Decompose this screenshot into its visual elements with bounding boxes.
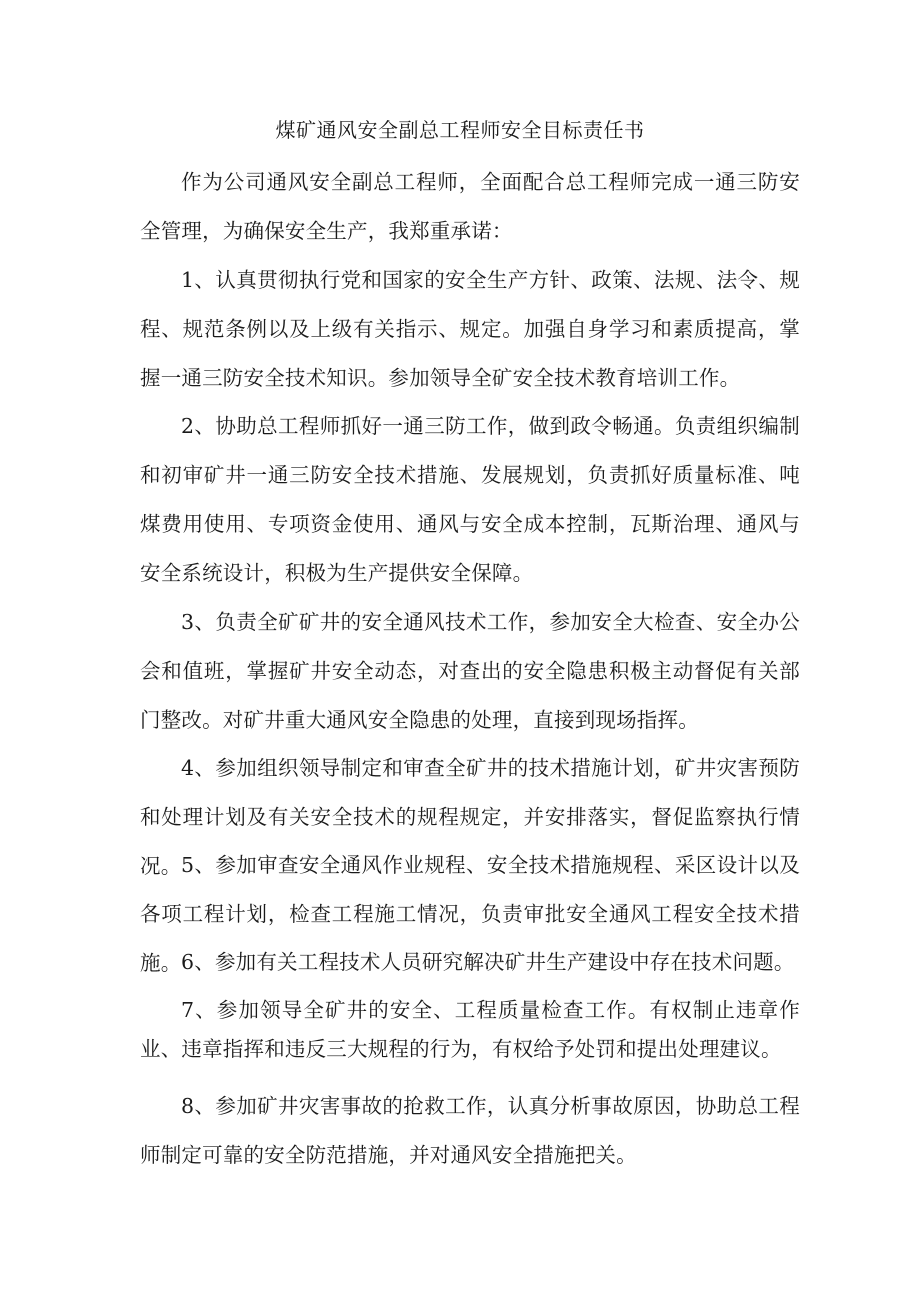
- item-paragraph-8: 8、参加矿井灾害事故的抢救工作，认真分析事故原因，协助总工程师制定可靠的安全防范措施，并对通风安全措施把关。: [140, 1094, 800, 1167]
- item-paragraph-5: 5、参加审查安全通风作业规程、安全技术措施规程、采区设计以及各项工程计划，检查工程施工情况，负责审批安全通风工程安全技术措施。: [140, 853, 800, 975]
- document-title: 煤矿通风安全副总工程师安全目标责任书: [275, 118, 645, 142]
- item-paragraph-4: 4、参加组织领导制定和审查全矿井的技术措施计划，矿井灾害预防和处理计划及有关安全技术的规程规定，并安排落实，督促监察执行情况。: [140, 756, 800, 878]
- item-paragraph-2: 2、协助总工程师抓好一通三防工作，做到政令畅通。负责组织编制和初审矿井一通三防安全技术措施、发展规划，负责抓好质量标准、吨煤费用使用、专项资金使用、通风与安全成本控制，瓦斯治理、通风与安全系统设计，积极为生产提供安全保障。: [140, 414, 800, 585]
- item-paragraph-1: 1、认真贯彻执行党和国家的安全生产方针、政策、法规、法令、规程、规范条例以及上级有关指示、规定。加强自身学习和素质提高，掌握一通三防安全技术知识。参加领导全矿安全技术教育培训工作。: [140, 268, 800, 390]
- item-paragraph-6: 6、参加有关工程技术人员研究解决矿井生产建设中存在技术问题。: [181, 950, 795, 974]
- item-paragraph-7: 7、参加领导全矿井的安全、工程质量检查工作。有权制止违章作业、违章指挥和违反三大规程的行为，有权给予处罚和提出处理建议。: [140, 998, 800, 1061]
- item-paragraph-3: 3、负责全矿矿井的安全通风技术工作，参加安全大检查、安全办公会和值班，掌握矿井安全动态，对查出的安全隐患积极主动督促有关部门整改。对矿井重大通风安全隐患的处理，直接到现场指挥。: [140, 610, 800, 732]
- intro-paragraph: 作为公司通风安全副总工程师，全面配合总工程师完成一通三防安全管理，为确保安全生产，我郑重承诺：: [140, 170, 800, 243]
